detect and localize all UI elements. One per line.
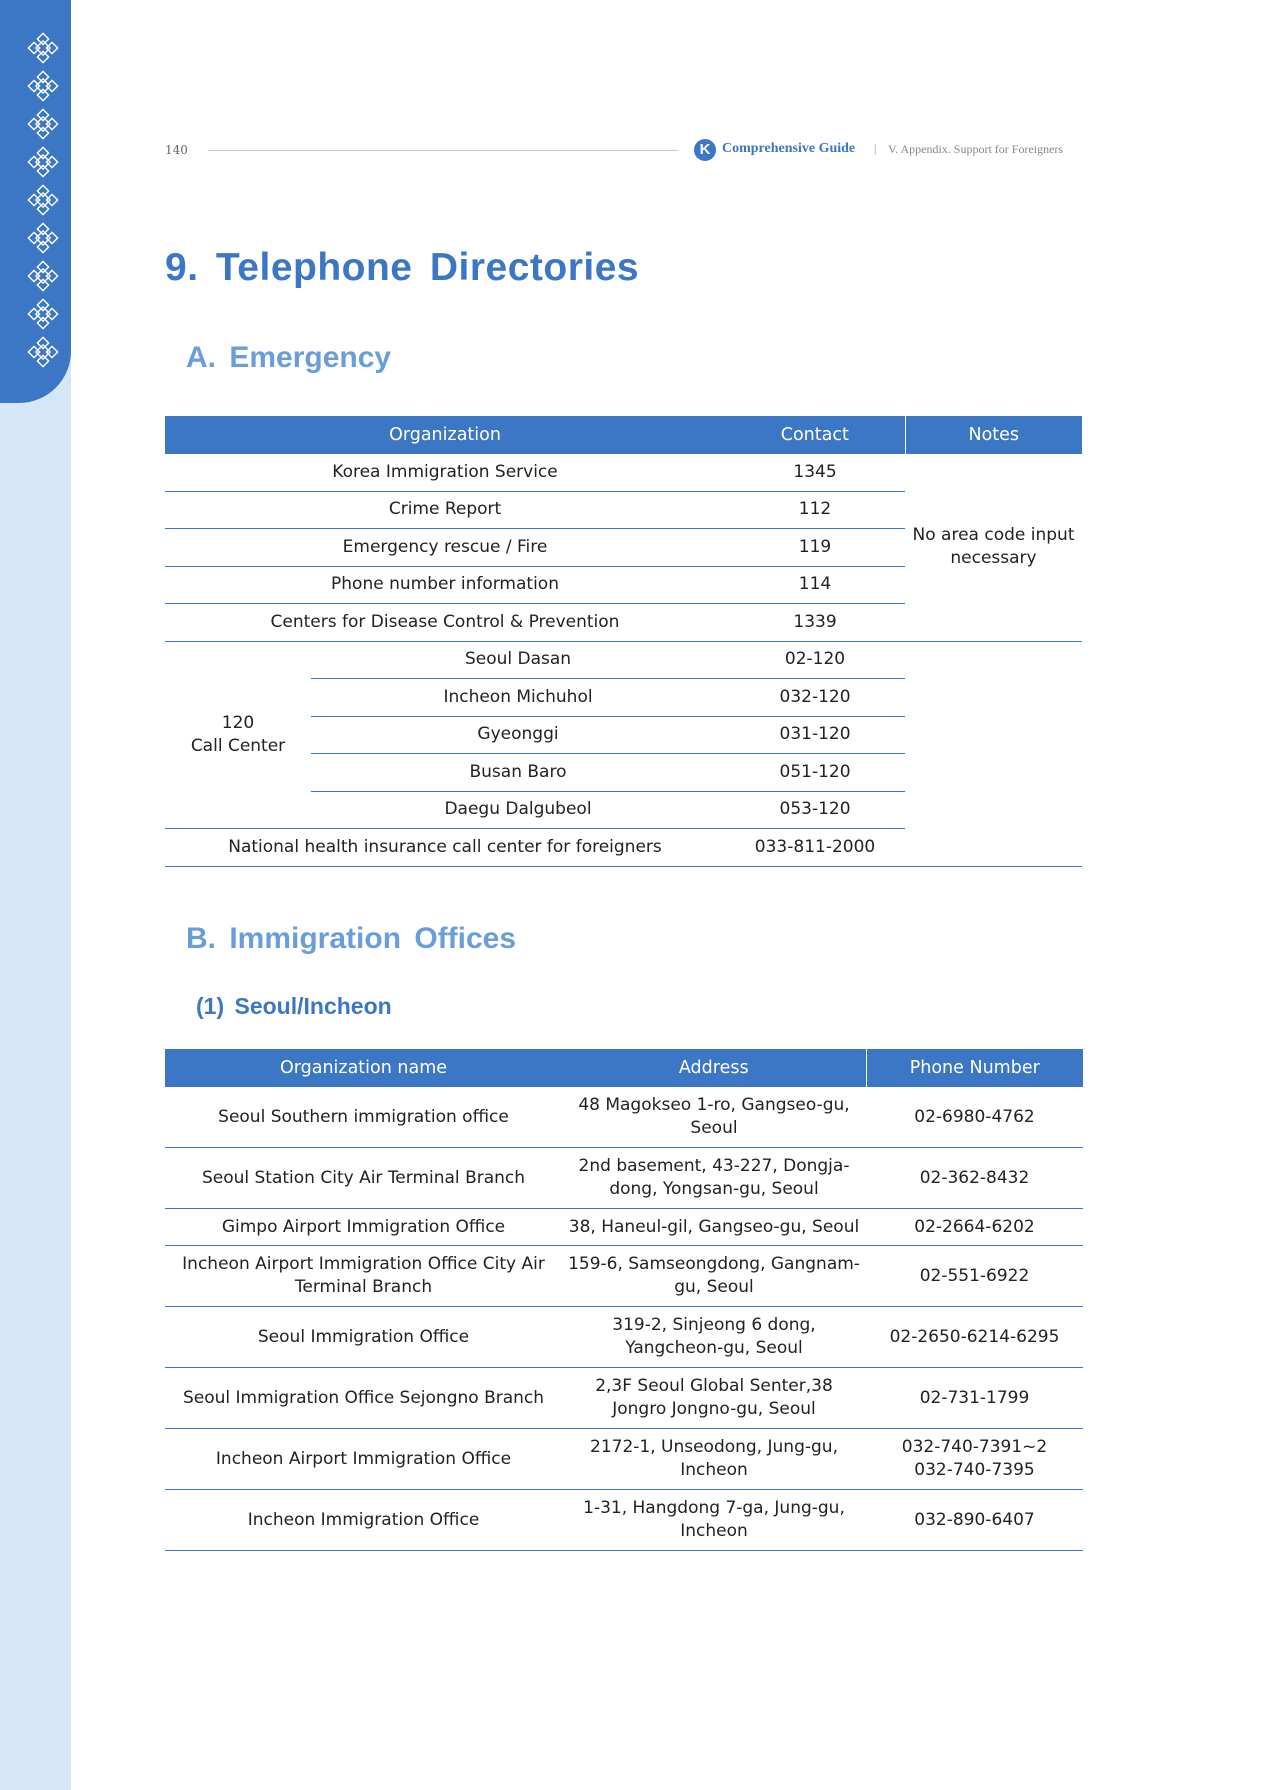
guide-title: Comprehensive Guide [722, 141, 856, 156]
call-center-label-line: 120 [221, 712, 255, 733]
column-header: Address [562, 1049, 866, 1087]
immigration-offices-table [165, 1049, 1083, 1551]
table-row [165, 454, 1082, 491]
contact-cell: 1339 [725, 604, 905, 642]
contact-cell: 032-120 [725, 679, 905, 717]
office-name-cell: Seoul Immigration Office [165, 1307, 562, 1368]
diamond-knot-icon [27, 108, 59, 140]
organization-cell: Emergency rescue / Fire [165, 529, 725, 567]
page-title: 9. Telephone Directories [165, 246, 640, 289]
call-center-label-line: Call Center [190, 735, 286, 756]
office-address-cell: 159-6, Samseongdong, Gangnam-gu, Seoul [562, 1246, 866, 1307]
office-address-cell: 2172-1, Unseodong, Jung-gu, Incheon [562, 1429, 866, 1490]
office-phone-cell: 032-890-6407 [866, 1490, 1083, 1551]
diamond-knot-icon [27, 32, 59, 64]
office-phone-cell: 02-6980-4762 [866, 1087, 1083, 1148]
call-center-name-cell: Daegu Dalgubeol [311, 791, 725, 829]
call-center-label [165, 641, 311, 829]
office-phone-cell: 02-362-8432 [866, 1148, 1083, 1209]
contact-cell: 031-120 [725, 716, 905, 754]
table-header-row [165, 416, 1082, 454]
organization-cell: Crime Report [165, 491, 725, 529]
diamond-knot-icon [27, 146, 59, 178]
column-header: Notes [905, 416, 1082, 454]
call-center-name-cell: Seoul Dasan [311, 641, 725, 679]
page-number: 140 [165, 143, 188, 157]
section-b-heading: B. Immigration Offices [186, 922, 517, 955]
office-address-cell: 2nd basement, 43-227, Dongja-dong, Yongsan-gu, Seoul [562, 1148, 866, 1209]
organization-cell: National health insurance call center for foreigners [165, 829, 725, 867]
section-b-subheading: (1) Seoul/Incheon [196, 993, 392, 1019]
office-name-cell: Seoul Immigration Office Sejongno Branch [165, 1368, 562, 1429]
column-header: Organization [165, 416, 725, 454]
table-header-row [165, 1049, 1083, 1087]
office-address-cell: 2,3F Seoul Global Senter,38 Jongro Jongno-gu, Seoul [562, 1368, 866, 1429]
contact-cell: 02-120 [725, 641, 905, 679]
organization-cell: Phone number information [165, 566, 725, 604]
call-center-name-cell: Gyeonggi [311, 716, 725, 754]
office-address-cell: 319-2, Sinjeong 6 dong, Yangcheon-gu, Seoul [562, 1307, 866, 1368]
table-row [165, 1429, 1083, 1490]
diamond-knot-icon [27, 70, 59, 102]
office-address-cell: 1-31, Hangdong 7-ga, Jung-gu, Incheon [562, 1490, 866, 1551]
diamond-knot-icon [27, 298, 59, 330]
office-phone-cell: 02-731-1799 [866, 1368, 1083, 1429]
office-phone-cell: 02-551-6922 [866, 1246, 1083, 1307]
organization-cell: Centers for Disease Control & Prevention [165, 604, 725, 642]
diamond-knot-icon [27, 260, 59, 292]
table-row [165, 1490, 1083, 1551]
office-phone-cell: 02-2650-6214-6295 [866, 1307, 1083, 1368]
contact-cell: 053-120 [725, 791, 905, 829]
column-header: Organization name [165, 1049, 562, 1087]
office-address-cell: 38, Haneul-gil, Gangseo-gu, Seoul [562, 1209, 866, 1246]
office-phone-cell: 02-2664-6202 [866, 1209, 1083, 1246]
header-rule [208, 150, 678, 151]
column-header: Phone Number [866, 1049, 1083, 1087]
office-name-cell: Incheon Airport Immigration Office [165, 1429, 562, 1490]
header-separator: | [874, 141, 877, 155]
diamond-knot-icon [27, 222, 59, 254]
table-row [165, 1368, 1083, 1429]
table-row [165, 1087, 1083, 1148]
notes-blank-cell [905, 641, 1082, 866]
emergency-table [165, 416, 1082, 867]
office-name-cell: Seoul Station City Air Terminal Branch [165, 1148, 562, 1209]
contact-cell: 051-120 [725, 754, 905, 792]
office-name-cell: Incheon Airport Immigration Office City Air Terminal Branch [165, 1246, 562, 1307]
contact-cell: 119 [725, 529, 905, 567]
call-center-name-cell: Busan Baro [311, 754, 725, 792]
diamond-knot-icon [27, 184, 59, 216]
section-a-heading: A. Emergency [186, 341, 392, 374]
office-phone-cell: 032-740-7391~2 032-740-7395 [866, 1429, 1083, 1490]
organization-cell: Korea Immigration Service [165, 454, 725, 491]
diamond-knot-icon [27, 336, 59, 368]
table-row [165, 1246, 1083, 1307]
table-row [165, 1307, 1083, 1368]
table-row [165, 641, 1082, 679]
office-name-cell: Seoul Southern immigration office [165, 1087, 562, 1148]
contact-cell: 1345 [725, 454, 905, 491]
contact-cell: 112 [725, 491, 905, 529]
office-name-cell: Gimpo Airport Immigration Office [165, 1209, 562, 1246]
office-address-cell: 48 Magokseo 1-ro, Gangseo-gu, Seoul [562, 1087, 866, 1148]
section-path: V. Appendix. Support for Foreigners [888, 142, 1064, 156]
table-row [165, 1148, 1083, 1209]
office-name-cell: Incheon Immigration Office [165, 1490, 562, 1551]
column-header: Contact [725, 416, 905, 454]
notes-cell: No area code input necessary [905, 454, 1082, 641]
guide-logo-icon: K [694, 139, 716, 161]
contact-cell: 114 [725, 566, 905, 604]
call-center-name-cell: Incheon Michuhol [311, 679, 725, 717]
table-row [165, 1209, 1083, 1246]
contact-cell: 033-811-2000 [725, 829, 905, 867]
